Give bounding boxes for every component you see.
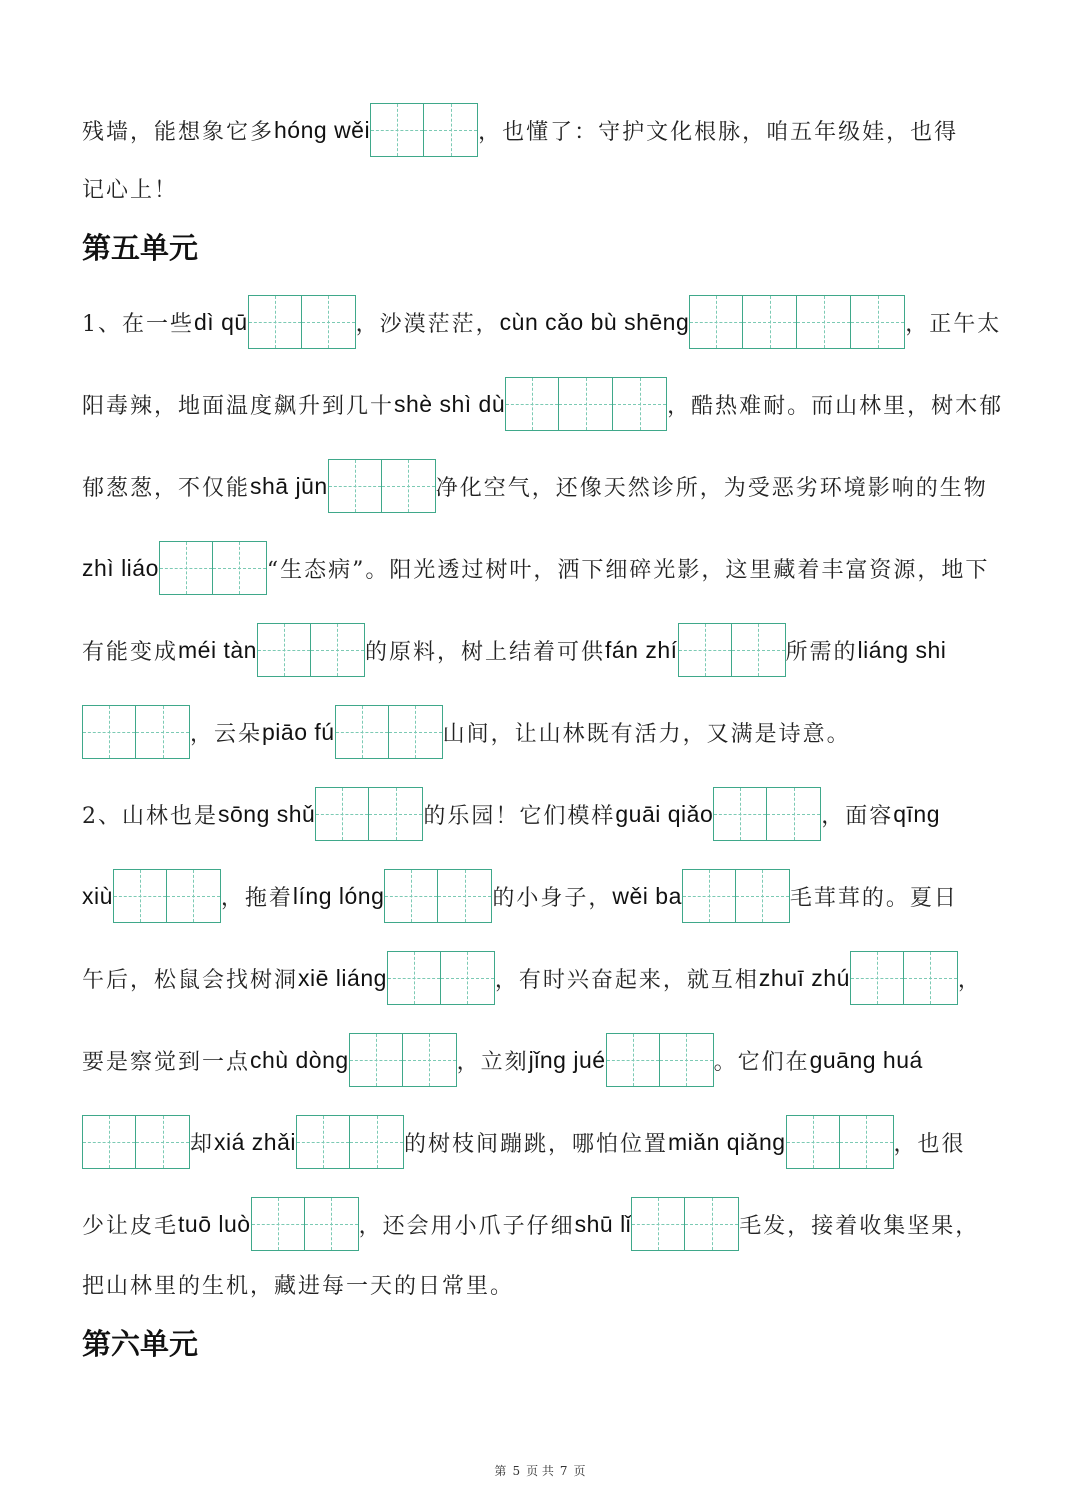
tianzige-cell[interactable] [613,377,667,431]
pinyin-prompt: shā jūn [250,472,328,499]
text-line [82,1196,979,1252]
pinyin-prompt: sōng shǔ [218,800,316,827]
tianzige-cell[interactable] [631,1197,685,1251]
tianzige-cell[interactable] [159,541,213,595]
sentence-text: ，正午太 [905,311,1002,337]
tianzige-cell[interactable] [682,869,736,923]
text-line [82,868,958,924]
answer-box-group[interactable] [682,869,790,923]
tianzige-cell[interactable] [743,295,797,349]
sentence-text: ，也懂了：守护文化根脉，咱五年级娃，也得 [478,119,959,145]
text-line [82,102,958,158]
tianzige-cell[interactable] [736,869,790,923]
pinyin-prompt: jǐng jué [528,1046,606,1073]
tianzige-cell[interactable] [113,869,167,923]
answer-box-group[interactable] [384,869,492,923]
tianzige-cell[interactable] [797,295,851,349]
tianzige-cell[interactable] [438,869,492,923]
pinyin-prompt: líng lóng [292,882,385,909]
sentence-text: 午后，松鼠会找树洞 [82,967,299,993]
answer-box-group[interactable] [786,1115,894,1169]
tianzige-cell[interactable] [136,705,190,759]
sentence-text: ，面容 [821,803,894,829]
pinyin-prompt: liáng shi [857,636,947,663]
tianzige-cell[interactable] [248,295,302,349]
tianzige-cell[interactable] [305,1197,359,1251]
footer-total-pages: 7 [559,1464,568,1478]
footer-page-number: 5 [512,1464,521,1478]
sentence-text: 有能变成 [82,639,179,665]
footer-suffix: 页 [573,1464,586,1478]
answer-box-group[interactable] [713,787,821,841]
answer-box-group[interactable] [678,623,786,677]
sentence-text: ，立刻 [456,1049,529,1075]
tianzige-cell[interactable] [335,705,389,759]
tianzige-cell[interactable] [296,1115,350,1169]
tianzige-cell[interactable] [767,787,821,841]
sentence-text: 残墙，能想象它多 [82,119,275,145]
tianzige-cell[interactable] [369,787,423,841]
answer-box-group[interactable] [251,1197,359,1251]
sentence-text: ， [957,967,982,993]
tianzige-cell[interactable] [328,459,382,513]
tianzige-cell[interactable] [387,951,441,1005]
pinyin-prompt: dì qū [194,308,248,335]
sentence-text: ，也很 [893,1131,966,1157]
tianzige-cell[interactable] [732,623,786,677]
tianzige-cell[interactable] [713,787,767,841]
answer-box-group[interactable] [850,951,958,1005]
pinyin-prompt: qīng [893,800,941,827]
tianzige-cell[interactable] [349,1033,403,1087]
sentence-text: ，云朵 [190,721,263,747]
pinyin-prompt: guāi qiǎo [615,800,714,827]
answer-box-group[interactable] [328,459,436,513]
tianzige-cell[interactable] [82,1115,136,1169]
footer-middle: 页 共 [526,1464,554,1478]
sentence-text: 郁葱葱，不仅能 [82,475,251,501]
tianzige-cell[interactable] [505,377,559,431]
answer-box-group[interactable] [113,869,221,923]
sentence-text: 净化空气，还像天然诊所，为受恶劣环境影响的生物 [435,475,988,501]
text-line [82,622,946,678]
pinyin-prompt: tuō luò [178,1210,251,1237]
pinyin-prompt: shū lǐ [574,1210,632,1237]
text-line [82,376,1003,432]
answer-box-group[interactable] [606,1033,714,1087]
tianzige-cell[interactable] [136,1115,190,1169]
tianzige-cell[interactable] [424,103,478,157]
page-footer [0,1462,1080,1479]
text-line [82,1256,514,1312]
answer-box-group[interactable] [296,1115,404,1169]
tianzige-cell[interactable] [786,1115,840,1169]
sentence-text: 记心上！ [82,177,179,203]
answer-box-group[interactable] [315,787,423,841]
footer-prefix: 第 [494,1464,507,1478]
tianzige-cell[interactable] [257,623,311,677]
tianzige-cell[interactable] [689,295,743,349]
answer-box-group[interactable] [159,541,267,595]
sentence-text: 1、在一些 [82,311,194,337]
text-line [82,294,1001,350]
answer-box-group[interactable] [505,377,667,431]
sentence-text: 却 [190,1131,215,1157]
answer-box-group[interactable] [631,1197,739,1251]
tianzige-cell[interactable] [850,951,904,1005]
text-line [82,1114,966,1170]
pinyin-prompt: xiē liáng [298,964,387,991]
sentence-text: 要是察觉到一点 [82,1049,251,1075]
answer-box-group[interactable] [349,1033,457,1087]
sentence-text: 所需的 [785,639,858,665]
sentence-text: 阳毒辣，地面温度飙升到几十 [82,393,395,419]
answer-box-group[interactable] [248,295,356,349]
pinyin-prompt: zhì liáo [82,554,159,581]
text-line [82,458,988,514]
sentence-text: 毛茸茸的。夏日 [789,885,958,911]
pinyin-prompt: fán zhí [604,636,678,663]
tianzige-cell[interactable] [382,459,436,513]
sentence-text: ，还会用小爪子仔细 [358,1213,575,1239]
sentence-text: ，沙漠茫茫， [355,311,500,337]
sentence-text: 。它们在 [713,1049,810,1075]
tianzige-cell[interactable] [311,623,365,677]
sentence-text: ，拖着 [220,885,293,911]
sentence-text: 的原料，树上结着可供 [364,639,605,665]
pinyin-prompt: piāo fú [262,718,335,745]
answer-box-group[interactable] [689,295,905,349]
answer-box-group[interactable] [387,951,495,1005]
tianzige-cell[interactable] [904,951,958,1005]
text-line [82,786,940,842]
tianzige-cell[interactable] [403,1033,457,1087]
tianzige-cell[interactable] [370,103,424,157]
sentence-text: “生态病”。阳光透过树叶，洒下细碎光影，这里藏着丰富资源，地下 [266,557,990,583]
pinyin-prompt: xiù [82,882,113,909]
pinyin-prompt: chù dòng [250,1046,349,1073]
text-line [82,950,982,1006]
tianzige-cell[interactable] [840,1115,894,1169]
tianzige-cell[interactable] [685,1197,739,1251]
text-line [82,1032,923,1088]
sentence-text: 山间，让山林既有活力，又满是诗意。 [442,721,851,747]
tianzige-cell[interactable] [384,869,438,923]
sentence-text: 把山林里的生机，藏进每一天的日常里。 [82,1273,515,1299]
text-line [82,540,989,596]
section-heading-unit-5: 第五单元 [82,231,199,265]
text-line [82,704,851,760]
tianzige-cell[interactable] [389,705,443,759]
sentence-text: 2、山林也是 [82,803,218,829]
answer-box-group[interactable] [257,623,365,677]
tianzige-cell[interactable] [213,541,267,595]
tianzige-cell[interactable] [167,869,221,923]
tianzige-cell[interactable] [302,295,356,349]
pinyin-prompt: méi tàn [178,636,257,663]
tianzige-cell[interactable] [851,295,905,349]
answer-box-group[interactable] [82,705,190,759]
tianzige-cell[interactable] [315,787,369,841]
sentence-text: ，有时兴奋起来，就互相 [494,967,759,993]
sentence-text: ，酷热难耐。而山林里，树木郁 [667,393,1004,419]
sentence-text: 的树枝间蹦跳，哪怕位置 [404,1131,669,1157]
tianzige-cell[interactable] [678,623,732,677]
tianzige-cell[interactable] [251,1197,305,1251]
tianzige-cell[interactable] [606,1033,660,1087]
tianzige-cell[interactable] [559,377,613,431]
pinyin-prompt: wěi ba [612,882,682,909]
pinyin-prompt: zhuī zhú [758,964,850,991]
text-line [82,160,178,216]
pinyin-prompt: shè shì dù [394,390,506,417]
answer-box-group[interactable] [370,103,478,157]
sentence-text: 的小身子， [492,885,613,911]
pinyin-prompt: xiá zhǎi [214,1128,296,1155]
answer-box-group[interactable] [335,705,443,759]
sentence-text: 的乐园！它们模样 [423,803,616,829]
pinyin-prompt: hóng wěi [274,116,371,143]
pinyin-prompt: guāng huá [809,1046,923,1073]
pinyin-prompt: cùn cǎo bù shēng [499,308,690,335]
tianzige-cell[interactable] [660,1033,714,1087]
tianzige-cell[interactable] [82,705,136,759]
section-heading-unit-6: 第六单元 [82,1327,199,1361]
answer-box-group[interactable] [82,1115,190,1169]
pinyin-prompt: miǎn qiǎng [668,1128,786,1155]
sentence-text: 少让皮毛 [82,1213,179,1239]
sentence-text: 毛发，接着收集坚果， [739,1213,980,1239]
tianzige-cell[interactable] [441,951,495,1005]
tianzige-cell[interactable] [350,1115,404,1169]
